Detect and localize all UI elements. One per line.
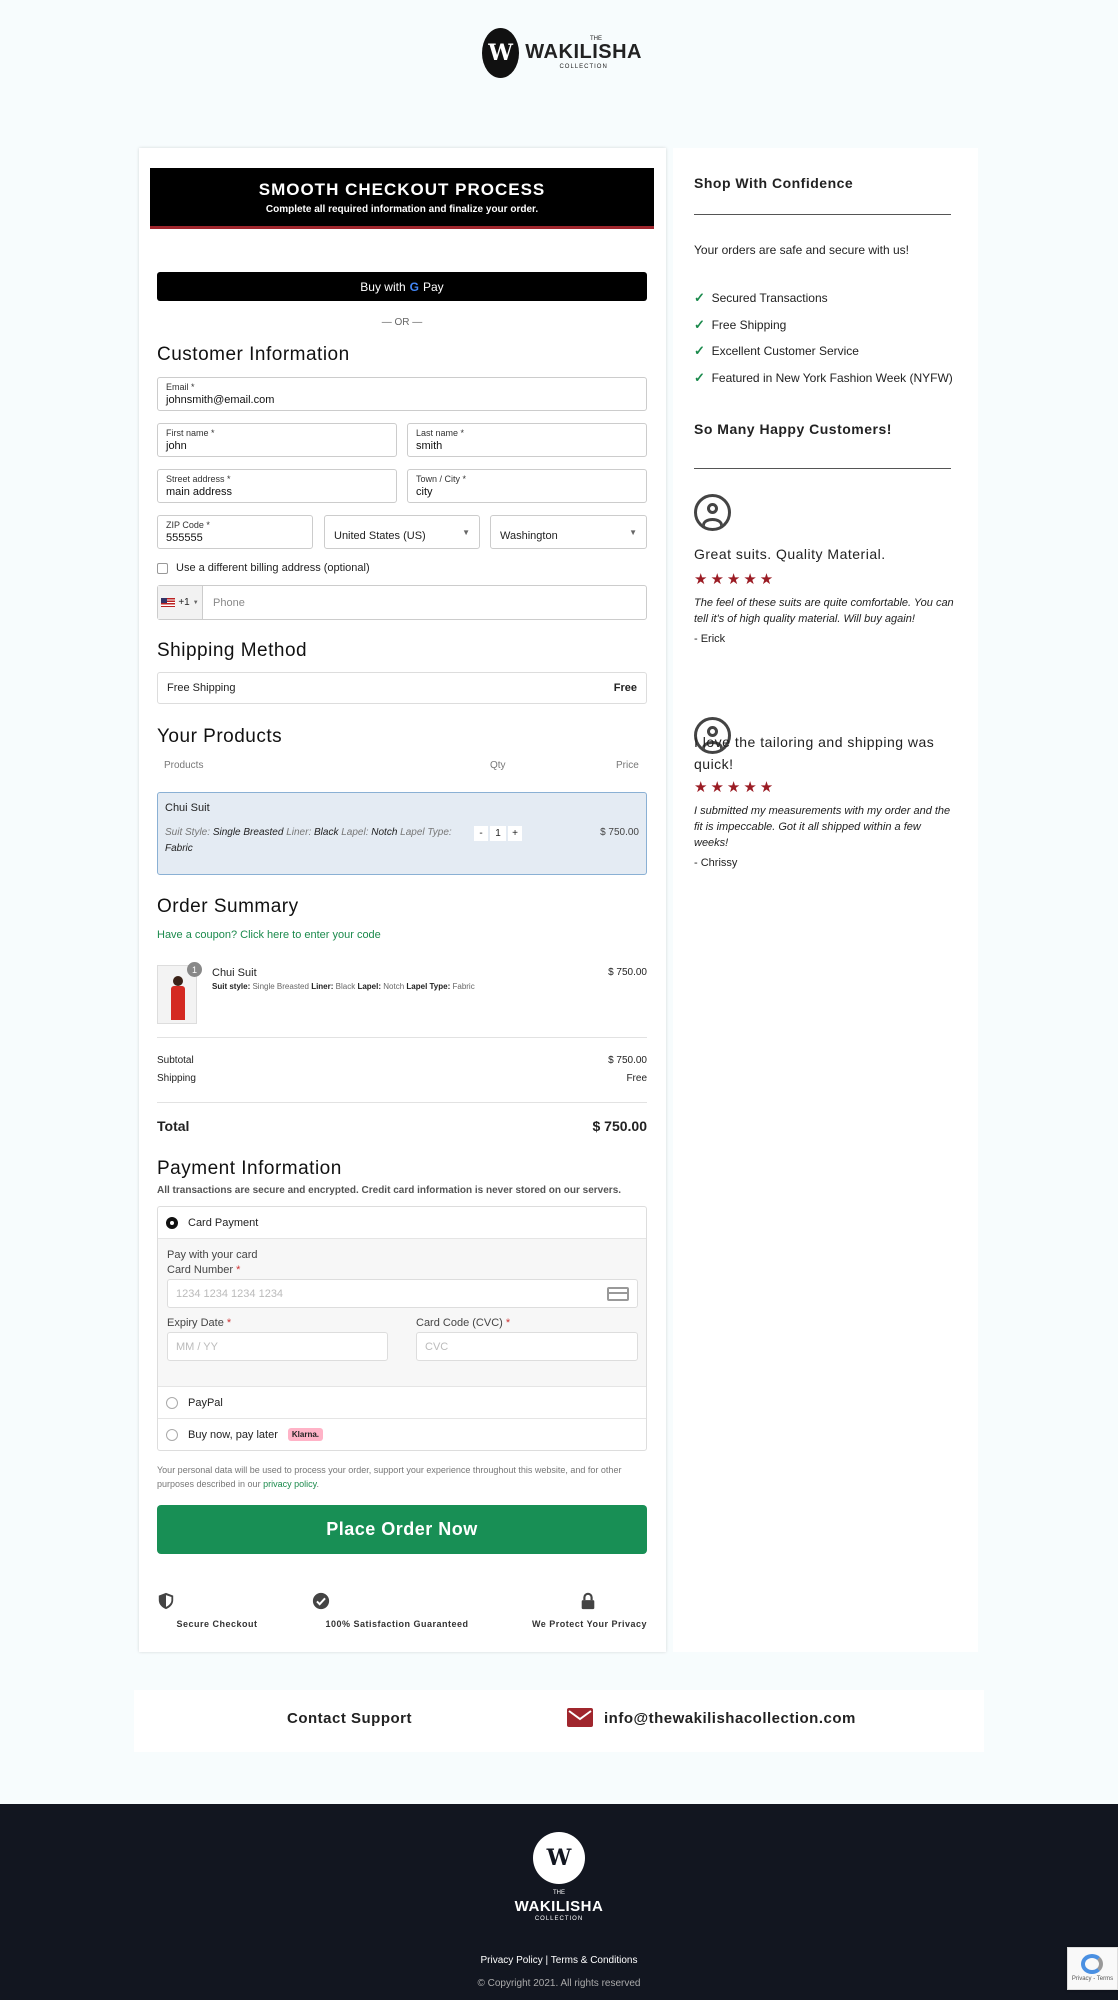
google-pay-button[interactable] (157, 272, 647, 301)
state-value: Washington (500, 530, 558, 542)
attr-key: Lapel Type: (400, 827, 452, 838)
terms-link[interactable]: Terms & Conditions (550, 1955, 638, 1966)
attr-value: Single Breasted (252, 982, 309, 991)
footer-brand-collection: COLLECTION (534, 1916, 584, 1922)
summary-item-name: Chui Suit (212, 967, 257, 979)
country-value: United States (US) (334, 530, 426, 542)
happy-customers-heading: So Many Happy Customers! (694, 421, 892, 437)
phone-field[interactable] (157, 585, 647, 620)
contact-support-label: Contact Support (287, 1710, 412, 1727)
trust-badge (157, 1592, 277, 1629)
or-divider: — OR — (381, 317, 423, 328)
feature-label: Featured in New York Fashion Week (NYFW) (711, 370, 953, 385)
attr-value: Fabric (452, 982, 475, 991)
shipping-method-price: Free (613, 682, 637, 694)
privacy-notice: Your personal data will be used to process your order, support your experience throughout this website, and for other purposes described in our privacy policy. (157, 1465, 622, 1489)
expiry-input[interactable]: MM / YY (167, 1332, 388, 1361)
gpay-prefix: Buy with (360, 279, 406, 294)
cvc-label-text: Card Code (CVC) (416, 1317, 503, 1329)
shipping-label: Shipping (157, 1073, 196, 1084)
brand-logo[interactable] (482, 26, 642, 80)
last-name-field[interactable] (407, 423, 647, 457)
divider (694, 214, 951, 215)
banner-title: SMOOTH CHECKOUT PROCESS (258, 180, 546, 199)
paypal-option[interactable] (158, 1387, 646, 1419)
footer-brand-the: THE (553, 1890, 565, 1896)
city-field[interactable] (407, 469, 647, 503)
col-products: Products (164, 760, 204, 771)
col-price: Price (616, 760, 639, 771)
us-flag-icon (161, 598, 175, 607)
checkout-banner (150, 168, 654, 229)
review-title: I love the tailoring and shipping was quick! (694, 734, 935, 772)
attr-value: Single Breasted (212, 827, 284, 838)
klarna-label: Buy now, pay later (188, 1428, 278, 1441)
credit-card-icon (607, 1287, 629, 1301)
qty-minus-button[interactable]: - (474, 826, 488, 841)
review-body: The feel of these suits are quite comfortable. You can tell it's of high quality material. Will buy again! (694, 597, 954, 625)
city-value: city (416, 486, 433, 498)
card-form (158, 1239, 646, 1387)
footer-brand-name: WAKILISHA (514, 1898, 604, 1915)
required-mark: * (226, 1317, 232, 1329)
banner-subtitle: Complete all required information and finalize your order. (265, 204, 539, 215)
pay-with-card-text: Pay with your card (167, 1249, 258, 1261)
shipping-value: Free (626, 1073, 647, 1084)
klarna-radio[interactable] (166, 1429, 178, 1441)
first-name-value: john (166, 440, 187, 452)
street-address-field[interactable] (157, 469, 397, 503)
card-payment-label: Card Payment (188, 1216, 259, 1229)
copyright: © Copyright 2021. All rights reserved (477, 1978, 641, 1989)
paypal-label: PayPal (188, 1396, 223, 1409)
lock-icon (579, 1592, 597, 1610)
payment-security-note: All transactions are secure and encrypted. Credit card information is never stored on our servers. (157, 1185, 622, 1196)
subtotal-label: Subtotal (157, 1055, 194, 1066)
qty-value[interactable]: 1 (490, 826, 506, 841)
feature-item (694, 365, 953, 392)
trust-label: We Protect Your Privacy (531, 1619, 647, 1629)
last-name-value: smith (416, 440, 443, 452)
wolf-logo-icon: W (482, 28, 519, 78)
feature-item (694, 338, 953, 365)
gpay-label: Pay (423, 279, 444, 294)
feature-label: Secured Transactions (711, 291, 828, 305)
phone-code: +1 (178, 597, 190, 608)
divider (157, 1102, 647, 1103)
review-title: Great suits. Quality Material. (694, 546, 886, 562)
email-value: johnsmith@email.com (166, 394, 275, 406)
checkmark-icon: ✓ (694, 343, 705, 358)
qty-plus-button[interactable]: + (508, 826, 522, 841)
customer-info-heading: Customer Information (157, 344, 350, 365)
payment-info-heading: Payment Information (157, 1158, 342, 1179)
chevron-down-icon: ▼ (629, 527, 637, 537)
feature-item (694, 285, 953, 312)
user-avatar-icon (694, 494, 731, 531)
subtotal-value: $ 750.00 (608, 1055, 647, 1066)
shield-icon (157, 1592, 175, 1610)
privacy-policy-link[interactable]: privacy policy (263, 1479, 317, 1489)
place-order-button[interactable]: Place Order Now (157, 1505, 647, 1554)
quantity-stepper[interactable] (474, 826, 522, 841)
phone-input[interactable]: Phone (213, 596, 245, 609)
trust-label: Secure Checkout (176, 1619, 258, 1629)
trust-badge (517, 1592, 647, 1629)
review-author: - Erick (694, 633, 726, 645)
attr-key: Suit style: (212, 982, 251, 991)
review-author: - Chrissy (694, 857, 738, 869)
card-payment-option[interactable] (158, 1207, 646, 1239)
product-attributes (165, 825, 465, 857)
product-name: Chui Suit (165, 802, 210, 814)
phone-country-selector[interactable] (158, 586, 203, 619)
col-qty: Qty (490, 760, 506, 771)
billing-checkbox[interactable] (157, 563, 168, 574)
products-heading: Your Products (157, 726, 283, 747)
cvc-label (416, 1317, 510, 1329)
footer (0, 1804, 1118, 2000)
billing-address-option[interactable] (157, 562, 370, 574)
attr-value: Notch (371, 827, 398, 838)
footer-wolf-logo-icon: W (533, 1832, 585, 1884)
recaptcha-badge[interactable] (1067, 1947, 1118, 1990)
shipping-method-name: Free Shipping (167, 682, 236, 694)
support-email-link[interactable]: info@thewakilishacollection.com (604, 1710, 856, 1727)
checkmark-icon: ✓ (694, 316, 705, 332)
state-select[interactable] (490, 515, 647, 549)
attr-key: Liner: (286, 827, 312, 838)
shop-confidence-heading: Shop With Confidence (694, 175, 854, 191)
google-g-icon: G (409, 279, 419, 294)
star-rating-icon: ★★★★★ (694, 779, 777, 796)
klarna-logo: Klarna. (288, 1428, 323, 1441)
email-label: Email * (166, 382, 195, 392)
last-name-label: Last name * (416, 428, 465, 438)
attr-key: Liner: (311, 982, 334, 991)
zip-value: 555555 (166, 532, 203, 544)
city-label: Town / City * (416, 474, 467, 484)
paypal-radio[interactable] (166, 1397, 178, 1409)
contact-support-bar (134, 1690, 984, 1752)
street-value: main address (166, 486, 233, 498)
footer-links (0, 1955, 1118, 1966)
chevron-down-icon: ▼ (192, 599, 199, 606)
card-number-input[interactable] (167, 1279, 638, 1308)
review-body: I submitted my measurements with my order and the fit is impeccable. Got it all shipped within a few weeks! (694, 805, 951, 849)
expiry-label-text: Expiry Date (167, 1317, 224, 1329)
trust-label: 100% Satisfaction Guaranteed (325, 1619, 469, 1629)
feature-label: Excellent Customer Service (711, 344, 859, 358)
payment-methods (157, 1206, 647, 1451)
chevron-down-icon: ▼ (462, 527, 470, 537)
first-name-label: First name * (166, 428, 215, 438)
envelope-icon (567, 1708, 593, 1727)
order-summary-heading: Order Summary (157, 896, 299, 917)
first-name-field[interactable] (157, 423, 397, 457)
card-number-label-text: Card Number (167, 1264, 234, 1276)
attr-value: Notch (383, 982, 405, 991)
brand-collection: COLLECTION (559, 64, 608, 70)
attr-value: Black (314, 827, 339, 838)
check-circle-icon (312, 1592, 330, 1610)
star-rating-icon: ★★★★★ (694, 571, 777, 588)
summary-item-price: $ 750.00 (608, 967, 647, 978)
attr-key: Lapel: (357, 982, 382, 991)
zip-label: ZIP Code * (166, 520, 210, 530)
footer-separator: | (545, 1955, 549, 1966)
shipping-method-heading: Shipping Method (157, 640, 308, 661)
quantity-badge: 1 (187, 962, 202, 977)
attr-key: Lapel Type: (406, 982, 451, 991)
cvc-input[interactable]: CVC (416, 1332, 638, 1361)
privacy-notice-text: Your personal data will be used to process your order, support your experience throughout this website, and for other purposes described in our (157, 1465, 622, 1489)
divider (157, 1037, 647, 1038)
feature-label: Free Shipping (711, 317, 787, 332)
attr-value: Fabric (165, 843, 193, 854)
country-select[interactable] (324, 515, 480, 549)
trust-badge (312, 1592, 482, 1629)
card-number-placeholder: 1234 1234 1234 1234 (176, 1287, 284, 1300)
checkmark-icon: ✓ (694, 369, 705, 385)
klarna-option[interactable] (158, 1419, 646, 1450)
attr-key: Lapel: (341, 827, 369, 838)
zip-field[interactable] (157, 515, 313, 549)
feature-item (694, 312, 953, 339)
email-field[interactable] (157, 377, 647, 411)
trust-badges (157, 1592, 647, 1629)
required-mark: * (505, 1317, 511, 1329)
safe-text: Your orders are safe and secure with us! (694, 243, 910, 257)
street-label: Street address * (166, 474, 231, 484)
expiry-label (167, 1317, 231, 1329)
total-label: Total (157, 1118, 190, 1134)
attr-value: Black (335, 982, 356, 991)
divider (694, 468, 951, 469)
summary-item-attributes (212, 982, 475, 991)
required-mark: * (236, 1264, 241, 1276)
total-value: $ 750.00 (592, 1118, 647, 1134)
product-price: $ 750.00 (600, 827, 639, 838)
billing-checkbox-label: Use a different billing address (optional) (176, 562, 370, 574)
attr-key: Suit Style: (165, 827, 211, 838)
recaptcha-links: Privacy - Terms (1071, 1976, 1114, 1982)
card-number-label (167, 1264, 240, 1276)
brand-the: THE (590, 36, 602, 42)
brand-name: WAKILISHA (525, 41, 642, 63)
card-payment-radio[interactable] (166, 1217, 178, 1229)
checkmark-icon: ✓ (694, 290, 705, 305)
coupon-link[interactable]: Have a coupon? Click here to enter your code (157, 929, 381, 941)
features-list (694, 285, 953, 391)
shipping-option[interactable] (157, 672, 647, 704)
privacy-policy-link[interactable]: Privacy Policy (480, 1955, 543, 1966)
product-row (157, 792, 647, 875)
recaptcha-icon (1081, 1954, 1103, 1974)
